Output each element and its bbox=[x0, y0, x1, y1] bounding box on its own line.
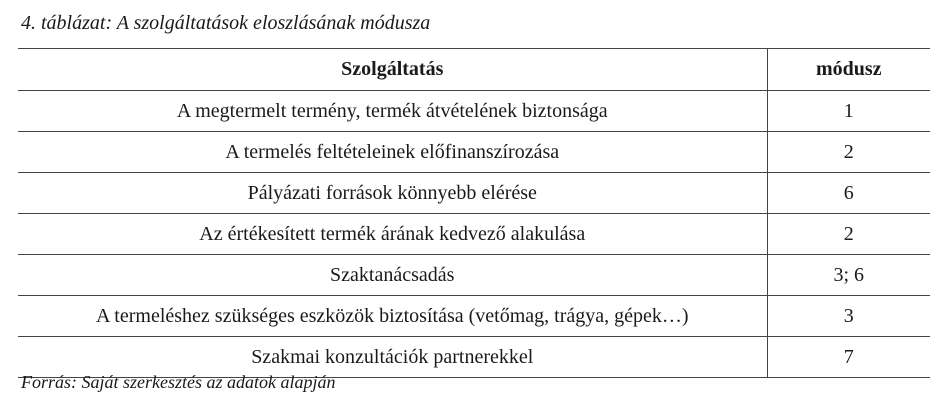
cell-service: A termelés feltételeinek előfinanszírozása bbox=[18, 132, 767, 173]
table-row bbox=[18, 255, 930, 296]
cell-service: Pályázati források könnyebb elérése bbox=[18, 173, 767, 214]
cell-mode: 1 bbox=[767, 91, 930, 132]
header-service: Szolgáltatás bbox=[18, 49, 767, 91]
table-header-row bbox=[18, 49, 930, 91]
cell-mode: 3; 6 bbox=[767, 255, 930, 296]
cell-service: Szakmai konzultációk partnerekkel bbox=[18, 337, 767, 378]
table-row bbox=[18, 132, 930, 173]
header-mode: módusz bbox=[767, 49, 930, 91]
cell-service: Szaktanácsadás bbox=[18, 255, 767, 296]
cell-mode: 6 bbox=[767, 173, 930, 214]
cell-mode: 2 bbox=[767, 132, 930, 173]
table-row bbox=[18, 296, 930, 337]
table-row bbox=[18, 91, 930, 132]
cell-mode: 3 bbox=[767, 296, 930, 337]
data-table bbox=[18, 48, 930, 378]
cell-service: A termeléshez szükséges eszközök biztosítása (vetőmag, trágya, gépek…) bbox=[18, 296, 767, 337]
table-row bbox=[18, 214, 930, 255]
cell-service: Az értékesített termék árának kedvező alakulása bbox=[18, 214, 767, 255]
cell-mode: 7 bbox=[767, 337, 930, 378]
table-row bbox=[18, 173, 930, 214]
source-note: Forrás: Saját szerkesztés az adatok alapján bbox=[21, 372, 336, 392]
cell-mode: 2 bbox=[767, 214, 930, 255]
table-caption: 4. táblázat: A szolgáltatások eloszlásának módusza bbox=[21, 12, 431, 34]
cell-service: A megtermelt termény, termék átvételének biztonsága bbox=[18, 91, 767, 132]
